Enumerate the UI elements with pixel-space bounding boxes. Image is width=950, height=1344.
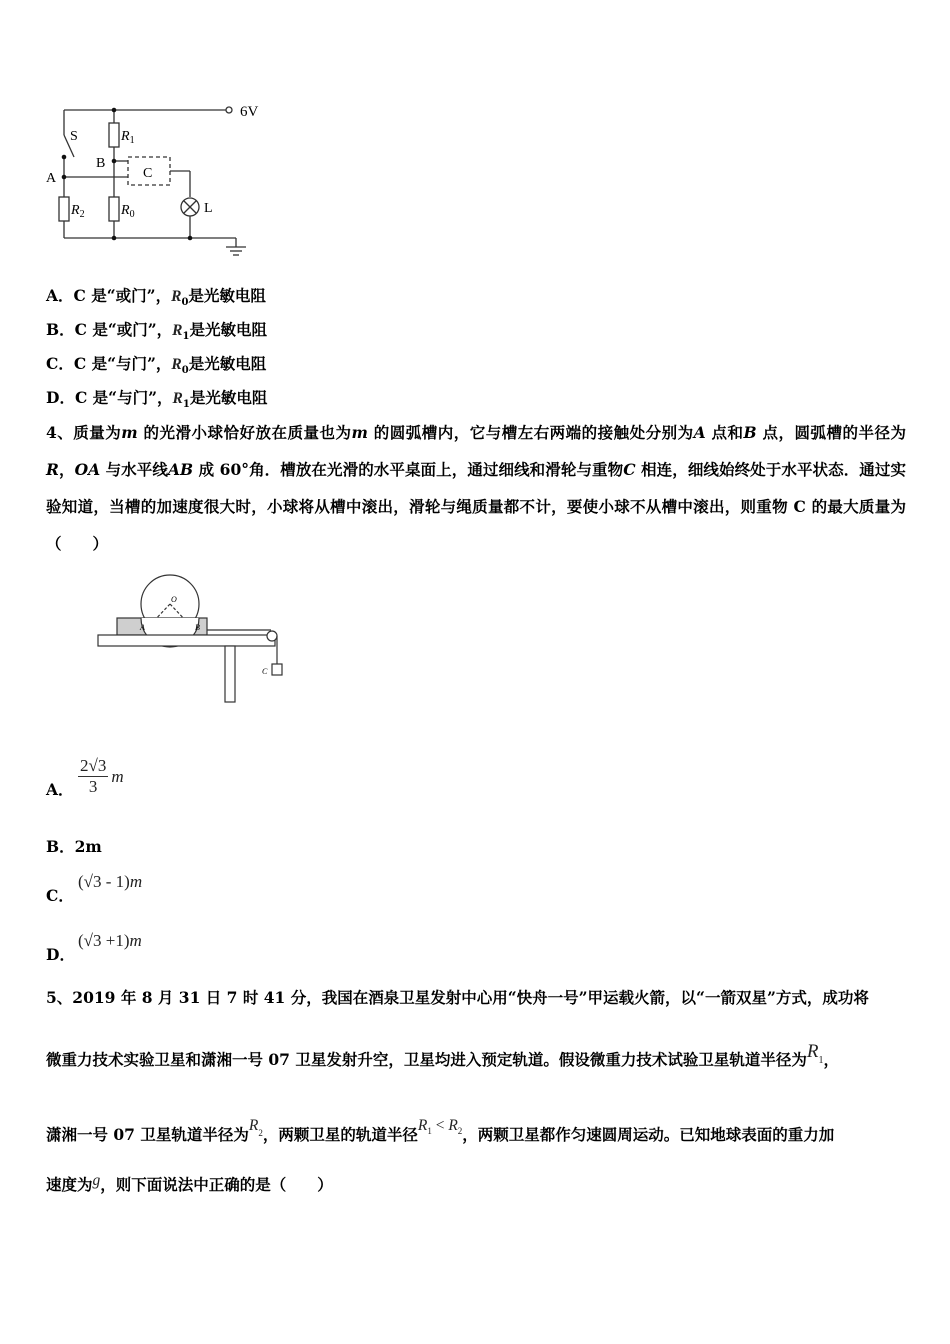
- supply-voltage-label: 6V: [240, 104, 259, 120]
- q4-option-b: B．2m: [46, 837, 102, 856]
- q4-stem: 4、质量为m 的光滑小球恰好放在质量也为m 的圆弧槽内，它与槽左右两端的接触处分别为A 点和B 点，圆弧槽的半径为R，OA 与水平线AB 成 60°角．槽放在光滑的水平桌面上，通过细线和滑轮与重物C 相连，细线始终处于水平状态．通过实验知道，当槽的加速度很大时，小球将从槽中滚出，滑轮与绳质量都不计，要使小球不从槽中滚出，则重物 C 的最大质量为（ ）: [46, 423, 906, 553]
- q3-option-d: D．C 是“与门”，$R_1$是光敏电阻: [46, 388, 268, 411]
- q5-line-4: 速度为g，则下面说法中正确的是（ ）: [46, 1172, 333, 1194]
- q3-option-a: A．C 是“或门”，$R_0$是光敏电阻: [46, 286, 266, 309]
- r0-label: $R_0$: [121, 203, 135, 220]
- switch-label: S: [70, 129, 78, 144]
- q4-slot-figure: [95, 572, 295, 707]
- fig-label-a: A: [140, 623, 145, 632]
- q4-option-c-expr: (√3 - 1)m: [78, 872, 143, 891]
- q3-option-c: C．C 是“与门”，$R_0$是光敏电阻: [46, 354, 267, 377]
- node-b-label: B: [96, 156, 106, 171]
- logic-circuit-diagram: [40, 95, 280, 270]
- q5-line-3: 潇湘一号 07 卫星轨道半径为$R_2$，两颗卫星的轨道半径$R_1 < R_2$，两颗卫星都作匀速圆周运动。已知地球表面的重力加: [46, 1117, 835, 1144]
- fig-label-c: C: [262, 667, 268, 676]
- q4-option-d-label: D．: [46, 945, 75, 964]
- q4-option-d-expr: (√3 +1)m: [78, 931, 142, 950]
- node-a-label: A: [46, 171, 57, 186]
- r1-label: $R_1$: [121, 129, 135, 146]
- lamp-label: L: [204, 201, 213, 216]
- q4-option-a-expr: $\frac{2√3}{3}$ m: [80, 756, 124, 796]
- q4-option-a-label: A．: [46, 780, 74, 799]
- gate-c-label: C: [143, 166, 153, 181]
- q5-line-1: 5、2019 年 8 月 31 日 7 时 41 分，我国在酒泉卫星发射中心用“快舟一号”甲运载火箭，以“一箭双星”方式，成功将: [46, 988, 869, 1007]
- fig-label-b: B: [195, 623, 200, 632]
- q5-line-2: 微重力技术实验卫星和潇湘一号 07 卫星发射升空，卫星均进入预定轨道。假设微重力技术试验卫星轨道半径为$R_1$，: [46, 1041, 839, 1069]
- r2-label: $R_2$: [71, 203, 85, 220]
- fig-label-o: O: [171, 595, 177, 604]
- q3-option-b: B．C 是“或门”，$R_1$是光敏电阻: [46, 320, 267, 343]
- q4-option-c-label: C．: [46, 886, 74, 905]
